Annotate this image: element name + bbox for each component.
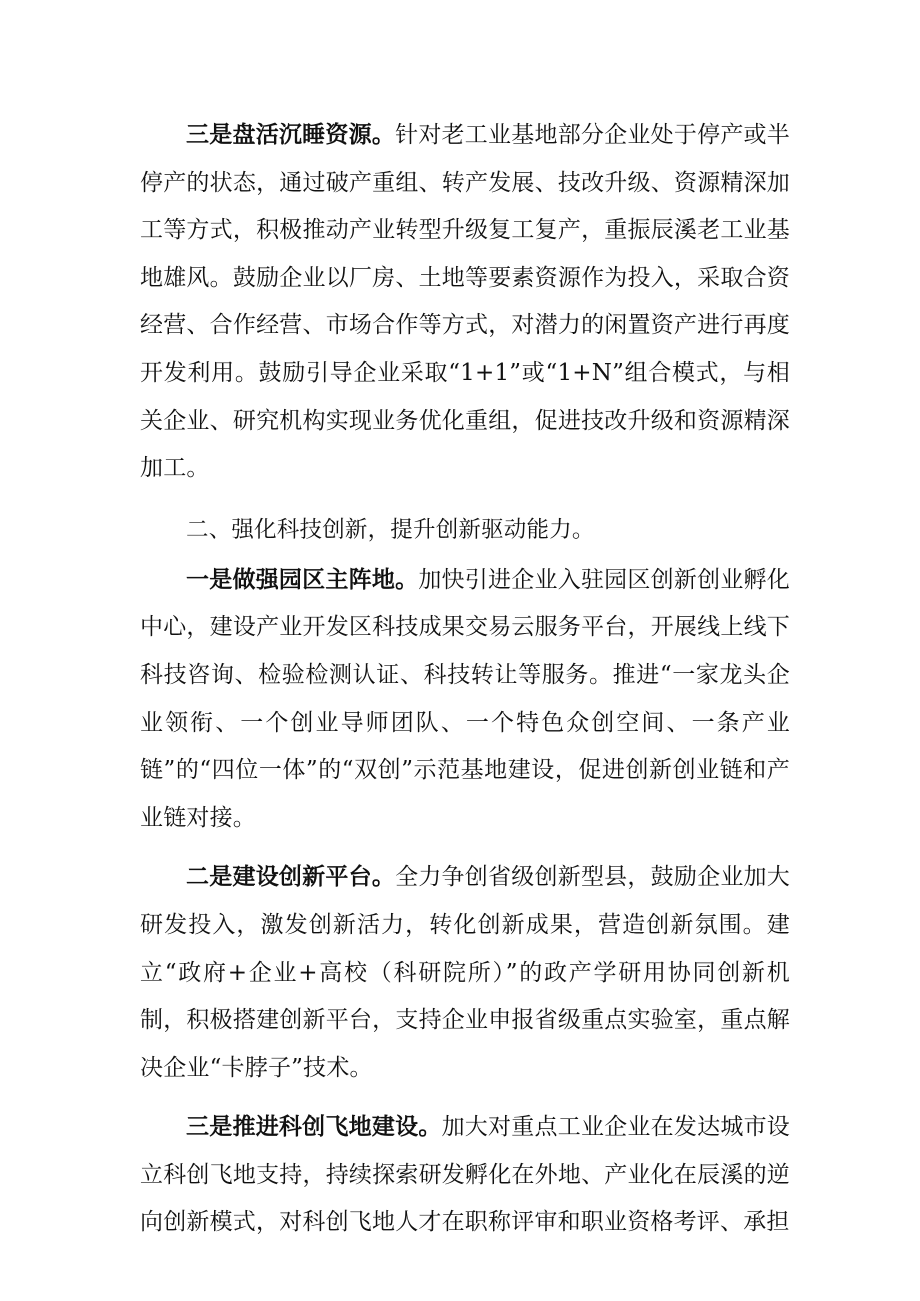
paragraph-revitalize-resources — [140, 112, 790, 493]
paragraph-text: 全力争创省级创新型县，鼓励企业加大研发投入，激发创新活力，转化创新成果，营造创新氛围。建立“政府+企业+高校（科研院所）”的政产学研用协同创新机制，积极搭建创新平台，支持企业申报省级重点实验室，重点解决企业“卡脖子”技术。 — [140, 864, 790, 1081]
paragraph-lead: 三是盘活沉睡资源。 — [186, 122, 396, 148]
paragraph-lead: 一是做强园区主阵地。 — [186, 566, 419, 593]
section-heading: 二、强化科技创新，提升创新驱动能力。 — [186, 516, 595, 543]
paragraph-text: 加大对重点工业企业在发达城市设立科创飞地支持，持续探索研发孵化在外地、产业化在辰溪的逆向创新模式，对科创飞地人才在职称评审和职业资格考评、承担 — [140, 1114, 791, 1236]
paragraph-text: 针对老工业基地部分企业处于停产或半停产的状态，通过破产重组、转产发展、技改升级、资源精深加工等方式，积极推动产业转型升级复工复产，重振辰溪老工业基地雄风。鼓励企业以厂房、土地等要素资源作为投入，采取合资经营、合作经营、市场合作等方式，对潜力的闲置资产进行再度开发利用。鼓励引导企业采取“1+1”或“1+N”组合模式，与相关企业、研究机构实现业务优化重组，促进技改升级和资源精深加工。 — [140, 122, 790, 482]
paragraph-park-base — [140, 557, 790, 843]
paragraph-lead: 三是推进科创飞地建设。 — [186, 1114, 442, 1141]
document-body — [140, 112, 790, 1259]
paragraph-science-enclave — [140, 1104, 790, 1247]
paragraph-innovation-platform — [140, 854, 790, 1092]
paragraph-lead: 二是建设创新平台。 — [186, 864, 396, 891]
paragraph-text: 加快引进企业入驻园区创新创业孵化中心，建设产业开发区科技成果交易云服务平台，开展线上线下科技咨询、检验检测认证、科技转让等服务。推进“一家龙头企业领衔、一个创业导师团队、一个特色众创空间、一条产业链”的“四位一体”的“双创”示范基地建设，促进创新创业链和产业链对接。 — [140, 566, 791, 831]
